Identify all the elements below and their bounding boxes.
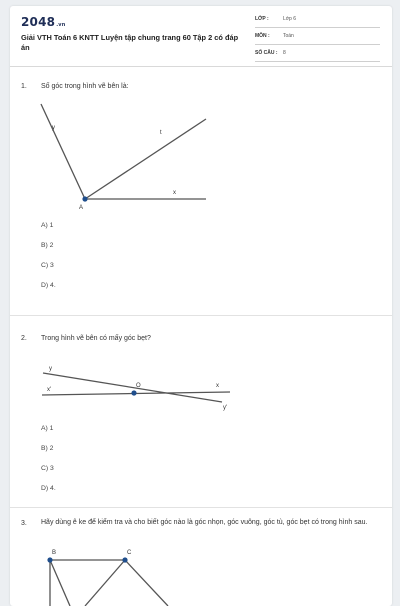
label-x: x <box>173 190 176 196</box>
document-page <box>10 6 392 606</box>
label-t: t <box>160 130 162 136</box>
point-a <box>82 196 87 201</box>
line-yy-prime <box>43 373 222 402</box>
meta-grade-label: LỚP : <box>255 16 269 22</box>
question-3-text: Hãy dùng ê ke để kiểm tra và cho biết góc nào là góc nhọn, góc vuông, góc tù, góc bẹt có trong hình sau. <box>41 519 368 526</box>
label-o: O <box>136 383 141 389</box>
question-3-number: 3. <box>21 520 27 527</box>
label-c: C <box>127 550 132 556</box>
question-1-option-b[interactable]: B) 2 <box>41 242 54 249</box>
label-y: y <box>49 366 52 372</box>
label-x: x <box>216 383 219 389</box>
meta-grade-value: Lớp 6 <box>283 16 297 22</box>
point-c <box>122 557 127 562</box>
question-divider <box>10 507 392 508</box>
point-o <box>131 390 136 395</box>
question-2-number: 2. <box>21 335 27 342</box>
segment-c-left <box>85 560 125 606</box>
question-2-option-a[interactable]: A) 1 <box>41 425 54 432</box>
meta-count-label: SỐ CÂU : <box>255 50 278 56</box>
meta-count-value: 8 <box>283 50 286 56</box>
ray-at <box>85 119 206 199</box>
meta-subject-value: Toán <box>283 33 294 39</box>
ray-ay <box>41 104 85 199</box>
logo-text: 2048 <box>21 15 56 29</box>
question-1-text: Số góc trong hình vẽ bên là: <box>41 83 129 90</box>
document-title: Giải VTH Toán 6 KNTT Luyện tập chung trang 60 Tập 2 có đáp án <box>21 33 239 52</box>
segment-b-diag <box>50 560 70 606</box>
question-1-number: 1. <box>21 83 27 90</box>
question-divider <box>10 315 392 316</box>
question-1-option-c[interactable]: C) 3 <box>41 262 54 269</box>
label-a: A <box>79 205 84 211</box>
label-y-prime: y' <box>223 405 228 411</box>
point-b <box>47 557 52 562</box>
question-1-option-a[interactable]: A) 1 <box>41 222 54 229</box>
question-2-option-d[interactable]: D) 4. <box>41 485 56 492</box>
question-2-option-b[interactable]: B) 2 <box>41 445 54 452</box>
label-y: y <box>52 125 55 131</box>
label-b: B <box>52 550 57 556</box>
question-1-option-d[interactable]: D) 4. <box>41 282 56 289</box>
label-x-prime: x' <box>47 387 52 393</box>
question-2-text: Trong hình vẽ bên có mấy góc bẹt? <box>41 335 151 342</box>
question-2-option-c[interactable]: C) 3 <box>41 465 54 472</box>
meta-subject-label: MÔN : <box>255 33 270 39</box>
segment-c-right <box>125 560 168 606</box>
logo-domain: .vn <box>56 22 66 28</box>
